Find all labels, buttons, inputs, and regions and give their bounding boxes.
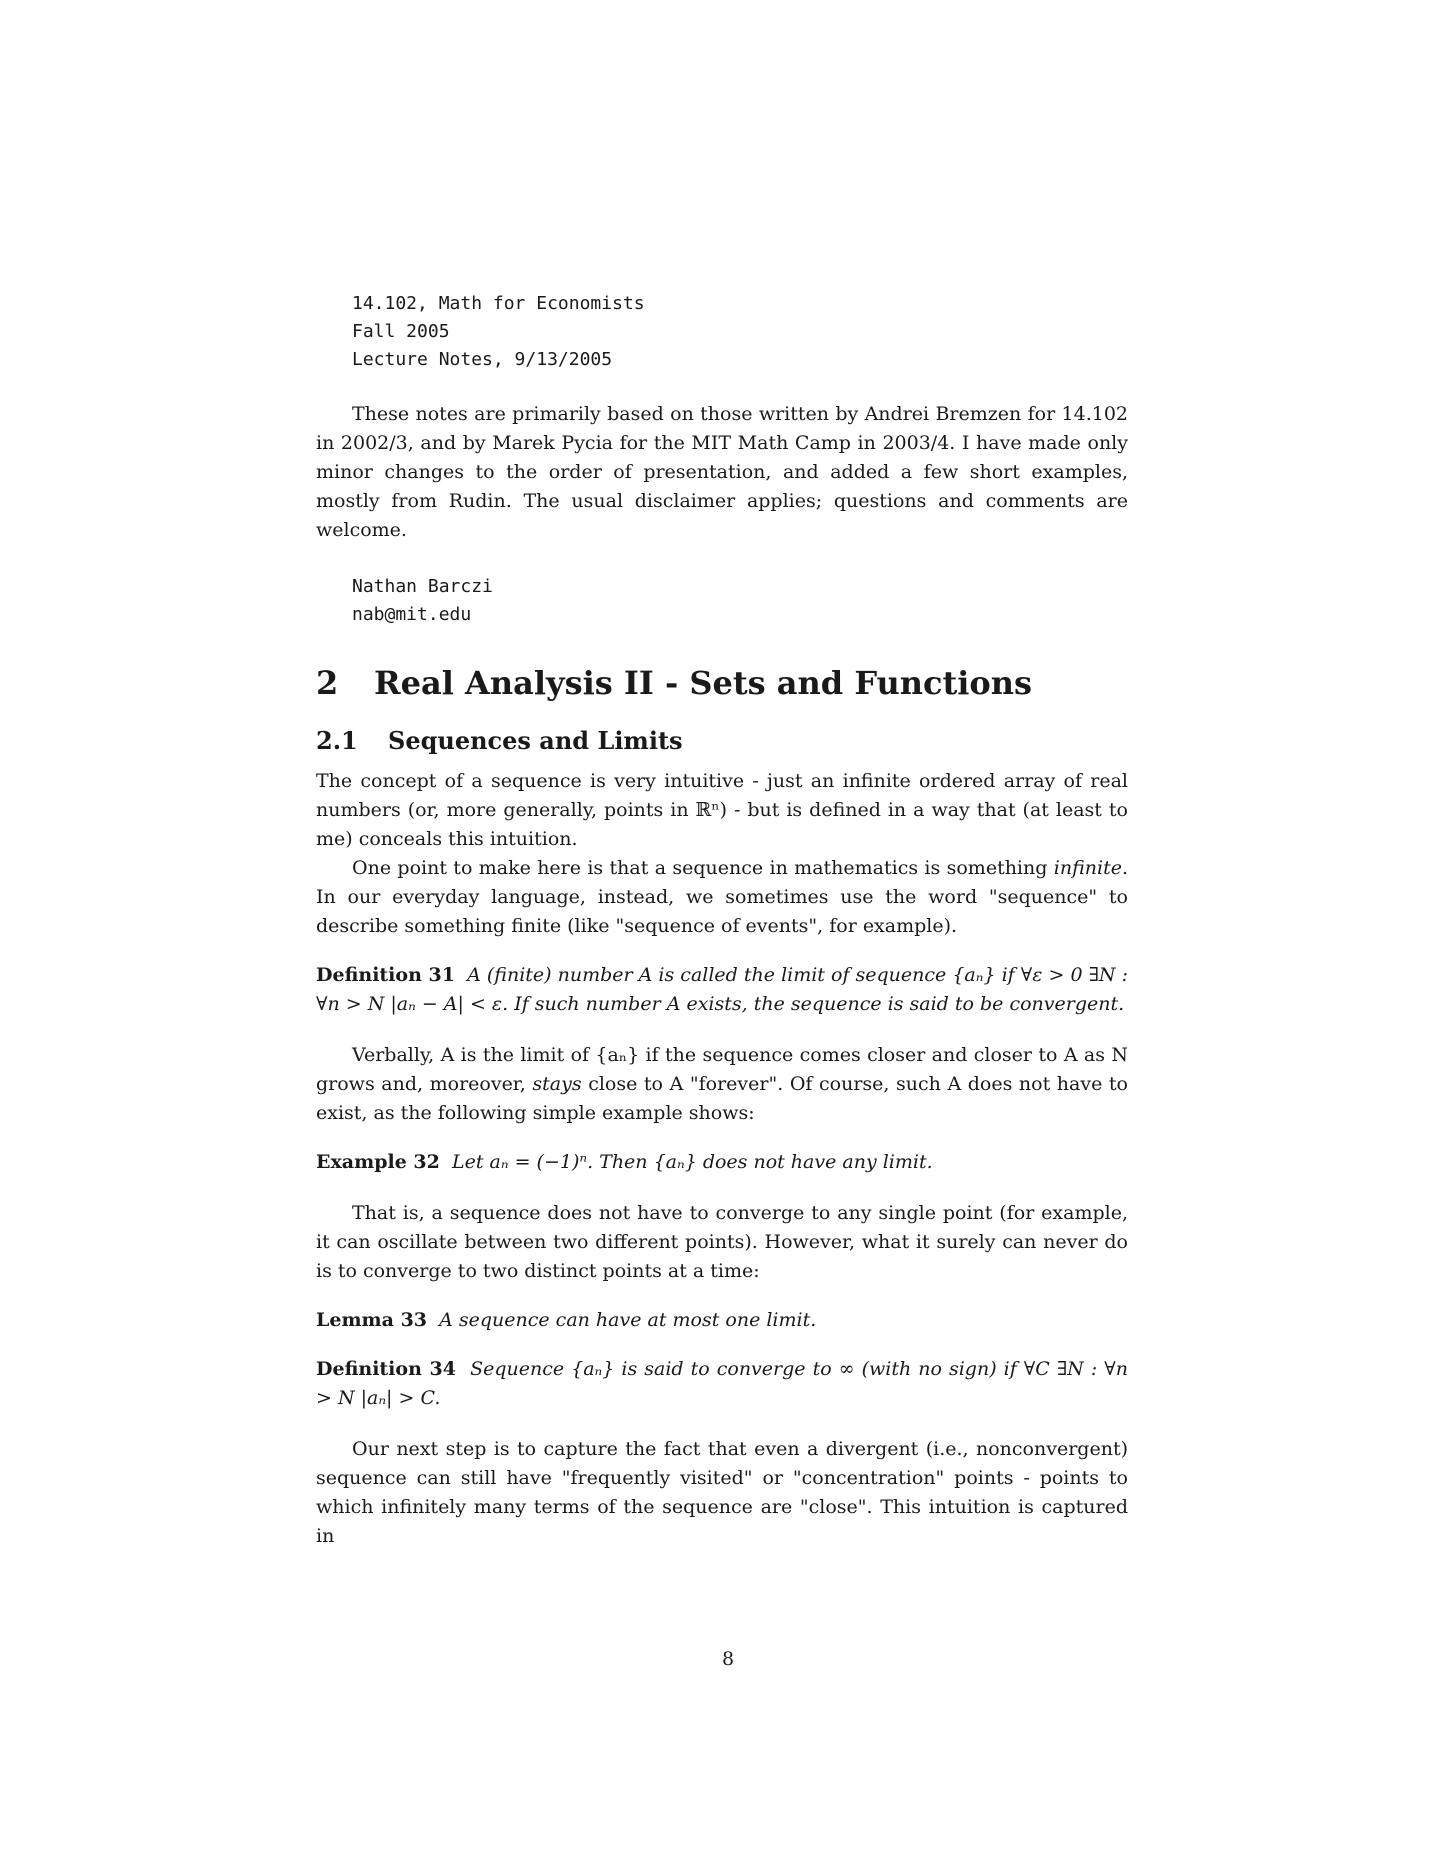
course-term: Fall 2005 [352,321,450,342]
definition-34 [316,1355,1128,1413]
infinite-paragraph [316,854,1128,941]
page-content [316,290,1128,1551]
example-32-label: Example 32 [316,1151,440,1173]
subsection-number: 2.1 [316,726,358,755]
subsection-title: Sequences and Limits [388,726,683,755]
verbal-paragraph-end: close to A "forever". Of course, such A does not have to exist, as the following simple example shows: [316,1073,1128,1124]
definition-34-label: Definition 34 [316,1358,456,1380]
author-email: nab@mit.edu [352,604,472,625]
section-heading [316,663,1128,703]
author-name: Nathan Barczi [352,576,493,597]
example-32-body: Let aₙ = (−1)ⁿ. Then {aₙ} does not have any limit. [451,1151,933,1173]
definition-31-label: Definition 31 [316,964,455,986]
stays-emphasis: stays [532,1073,582,1095]
verbal-paragraph-start: Verbally, A is the limit of {aₙ} if the sequence comes closer and closer to A as N grows and, moreover, [316,1044,1128,1095]
preface-paragraph: These notes are primarily based on those written by Andrei Bremzen for 14.102 in 2002/3, and by Marek Pycia for the MIT Math Camp in 2003/4. I have made only minor changes to the order of presentation, and added a few short examples, mostly from Rudin. The usual disclaimer applies; questions and comments are welcome. [316,403,1128,541]
subsection-heading [316,725,1128,757]
definition-34-body: Sequence {aₙ} is said to converge to ∞ (with no sign) if ∀C ∃N : ∀n > N |aₙ| > C. [316,1358,1128,1409]
infinite-paragraph-end: . In our everyday language, instead, we sometimes use the word "sequence" to describe something finite (like "sequence of events", for example). [316,857,1128,937]
lecture-date: Lecture Notes, 9/13/2005 [352,349,613,370]
definition-31 [316,961,1128,1019]
example-32 [316,1148,1128,1177]
concentration-paragraph: Our next step is to capture the fact that even a divergent (i.e., nonconvergent) sequence can still have "frequently visited" or "concentration" points - points to which infinitely many terms of the sequence are "close". This intuition is captured in [316,1438,1128,1547]
oscillation-paragraph: That is, a sequence does not have to converge to any single point (for example, it can oscillate between two different points). However, what it surely can never do is to converge to two distinct points at a time: [316,1202,1128,1282]
author-signature [316,573,1128,629]
lemma-33-body: A sequence can have at most one limit. [439,1309,817,1331]
page-number: 8 [721,1648,735,1670]
verbal-paragraph [316,1041,1128,1128]
lemma-33-label: Lemma 33 [316,1309,428,1331]
definition-31-body: A (finite) number A is called the limit of sequence {aₙ} if ∀ε > 0 ∃N : ∀n > N |aₙ − A| < ε. If such number A exists, the sequence is said to be convergent. [316,964,1128,1015]
course-title: 14.102, Math for Economists [352,293,645,314]
section-title: Real Analysis II - Sets and Functions [374,664,1033,702]
intro-paragraph: The concept of a sequence is very intuitive - just an infinite ordered array of real numbers (or, more generally, points in ℝⁿ) - but is defined in a way that (at least to me) conceals this intuition. [316,770,1128,850]
lemma-33 [316,1306,1128,1335]
infinite-emphasis: infinite [1053,857,1122,879]
section-number: 2 [316,664,339,702]
course-header [316,290,1128,374]
infinite-paragraph-start: One point to make here is that a sequence in mathematics is something [352,857,1054,879]
